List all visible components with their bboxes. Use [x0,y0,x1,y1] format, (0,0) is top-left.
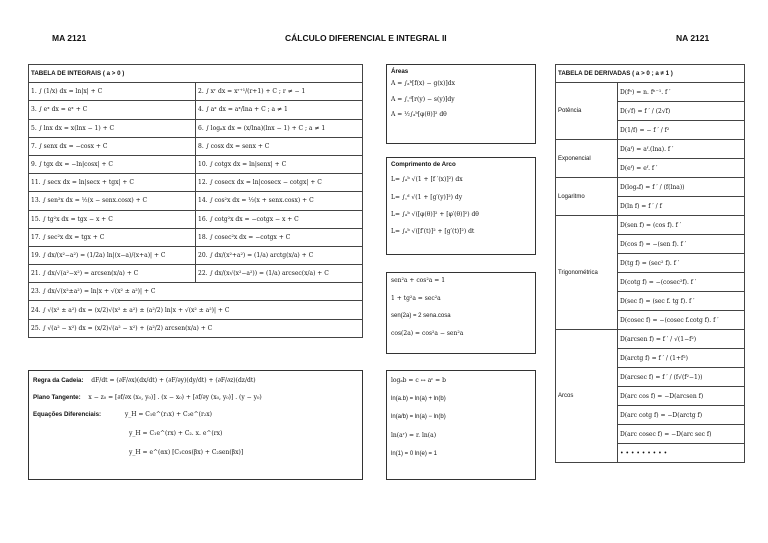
tangent-plane-label: Plano Tangente: [33,394,81,401]
areas-title: Áreas [391,68,409,75]
derivative-formula: D(tg f) = (sec² f). f ′ [618,254,745,273]
trig-identity: sen(2a) = 2 sena.cosa [391,313,451,319]
integral-formula: 13. ∫ sen²x dx = ½(x − senx.cosx) + C [29,192,196,210]
integral-formula: 12. ∫ cosecx dx = ln|cosecx − cotgx| + C [196,174,363,192]
derivative-formula: D(ln f) = f ′ / f [618,197,745,216]
derivatives-title: TABELA DE DERIVADAS ( a > 0 ; a ≠ 1 ) [556,65,745,83]
integral-formula: 2. ∫ xʳ dx = xʳ⁺¹/(r+1) + C ; r ≠ − 1 [196,83,363,101]
derivatives-table [555,64,745,482]
derivative-formula: D(fⁿ) = n. fⁿ⁻¹. f ′ [618,83,745,102]
integral-formula: 11. ∫ secx dx = ln|secx + tgx| + C [29,174,196,192]
arc-formula: L= ∫ₐᵇ √([f′(t)]² + [g′(t)]²) dt [391,228,475,235]
integral-row [29,228,363,246]
integral-row [29,83,363,101]
integral-formula: 18. ∫ cosec²x dx = −cotgx + C [196,228,363,246]
integral-formula: 25. ∫ √(a² − x²) dx = (x/2)√(a² − x²) + (a²/2) arcsen(x/a) + C [29,319,363,337]
derivative-formula: D(arc cos f) = −D(arcsen f) [618,387,745,406]
integral-formula: 8. ∫ cosx dx = senx + C [196,137,363,155]
arc-length-title: Comprimento de Arco [391,161,456,168]
tangent-plane-formula: x − z₀ = [∂f/∂x (x₀, y₀)] . (x − x₀) + [∂f/∂y (x₀, y₀)] . (y − y₀) [88,394,262,401]
derivative-formula: D(sen f) = (cos f). f ′ [618,216,745,235]
integral-row [29,246,363,264]
derivative-group-label: Exponencial [556,140,618,178]
derivative-formula: D(arc cosec f) = −D(arc sec f) [618,425,745,444]
integral-formula: 9. ∫ tgx dx = −ln|cosx| + C [29,155,196,173]
derivative-formula: D(arcsen f) = f ′ / √(1−f²) [618,330,745,349]
integral-formula: 16. ∫ cotg²x dx = −cotgx − x + C [196,210,363,228]
header-right-code: NA 2121 [676,33,710,43]
derivative-formula: D(arc cotg f) = −D(arctg f) [618,406,745,425]
integral-row [29,137,363,155]
diff-eq-label: Equações Diferenciais: [33,411,102,418]
derivative-row [556,83,745,102]
integrals-table [28,64,363,356]
integral-formula: 6. ∫ logₐx dx = (x/lna)(lnx − 1) + C ; a ≠ 1 [196,119,363,137]
integral-formula: 21. ∫ dx/√(a²−x²) = arcsen(x/a) + C [29,265,196,283]
area-formula: A = ∫꜀ᵈ[r(y) − s(y)]dy [391,96,455,103]
integral-row [29,192,363,210]
derivative-group-label: Potência [556,83,618,140]
rules-box [28,370,363,480]
integral-row [29,210,363,228]
derivative-formula: D(eᶠ) = eᶠ. f ′ [618,159,745,178]
integral-formula: 1. ∫ (1/x) dx = ln|x| + C [29,83,196,101]
derivative-group-label: Trigonométrica [556,216,618,330]
diff-eq-formula: y_H = C₁e^(rx) + C₂. x. e^(rx) [129,430,223,437]
derivative-formula: D(arcsec f) = f ′ / (f√(f²−1)) [618,368,745,387]
integral-row [29,319,363,337]
derivative-formula: D(arctg f) = f ′ / (1+f²) [618,349,745,368]
integral-formula: 20. ∫ dx/(x²+a²) = (1/a) arctg(x/a) + C [196,246,363,264]
integral-formula: 19. ∫ dx/(x²−a²) = (1/2a) ln|(x−a)/(x+a)| + C [29,246,196,264]
area-formula: A = ½∫ₐᵇ[φ(θ)]² dθ [391,111,447,118]
trig-identity: sen²a + cos²a = 1 [391,277,446,284]
derivative-row [556,216,745,235]
integral-formula: 7. ∫ senx dx = −cosx + C [29,137,196,155]
derivative-formula: D(1/f) = − f ′ / f² [618,121,745,140]
trig-identity: 1 + tg²a = sec²a [391,295,441,302]
log-property: logₐb = c ↔ aᶜ = b [391,377,446,384]
chain-rule-formula: dF/dt = (∂F/∂x)(dx/dt) + (∂F/∂y)(dy/dt) + (∂F/∂z)(dz/dt) [91,377,256,384]
chain-rule-label: Regra da Cadeia: [33,377,84,384]
integral-row [29,301,363,319]
area-formula: A = ∫ₐᵇ[f(x) − g(x)]dx [391,80,455,87]
integral-row [29,174,363,192]
diff-eq-formula: y_H = e^(αx) [C₁cos(βx) + C₂sen(βx)] [129,449,244,456]
log-properties-box [386,370,536,480]
areas-box [386,64,536,144]
derivative-group-label: Logaritmo [556,178,618,216]
log-property: ln(1) = 0 ln(e) = 1 [391,451,438,457]
arc-length-box [386,157,536,255]
derivative-formula: D(cotg f) = −(cosec²f). f ′ [618,273,745,292]
arc-formula: L= ∫꜀ᵈ √(1 + [g′(y)]²) dy [391,194,463,201]
arc-formula: L= ∫ₐᵇ √(1 + [f ′(x)]²) dx [391,176,463,183]
derivative-group-label: Arcos [556,330,618,463]
integral-formula: 15. ∫ tg²x dx = tgx − x + C [29,210,196,228]
derivative-row [556,178,745,197]
integral-formula: 23. ∫ dx/√(x²±a²) = ln|x + √(x² ± a²)| + C [29,283,363,301]
integral-row [29,283,363,301]
derivative-formula: D(cosec f) = −(cosec f.cotg f). f ′ [618,311,745,330]
log-property: ln(a.b) = ln(a) + ln(b) [391,396,446,402]
trig-identities-box [386,272,536,354]
diff-eq-formula: y_H = C₁e^(r₁x) + C₂e^(r₂x) [124,411,212,418]
integral-formula: 5. ∫ lnx dx = x(lnx − 1) + C [29,119,196,137]
arc-formula: L= ∫ₐᵇ √([φ(θ)]² + [φ′(θ)]²) dθ [391,211,479,218]
integral-formula: 14. ∫ cos²x dx = ½(x + senx.cosx) + C [196,192,363,210]
page-title: CÁLCULO DIFERENCIAL E INTEGRAL II [285,33,447,43]
derivative-formula: D(logₐf) = f ′ / (f(lna)) [618,178,745,197]
integral-formula: 17. ∫ sec²x dx = tgx + C [29,228,196,246]
integral-formula: 22. ∫ dx/(x√(x²−a²)) = (1/a) arcsec(x/a) + C [196,265,363,283]
integral-formula: 4. ∫ aˣ dx = aˣ/lna + C ; a ≠ 1 [196,101,363,119]
derivative-row [556,330,745,349]
derivative-formula: • • • • • • • • • [618,444,745,463]
log-property: ln(a/b) = ln(a) − ln(b) [391,414,446,420]
derivative-formula: D(sec f) = (sec f. tg f). f ′ [618,292,745,311]
derivative-formula: D(cos f) = −(sen f). f ′ [618,235,745,254]
integrals-title: TABELA DE INTEGRAIS ( a > 0 ) [29,65,363,83]
integral-row [29,119,363,137]
integral-row [29,101,363,119]
integral-row [29,155,363,173]
derivative-formula: D(aᶠ) = aᶠ.(lna). f ′ [618,140,745,159]
header-left-code: MA 2121 [52,33,87,43]
integral-formula: 10. ∫ cotgx dx = ln|senx| + C [196,155,363,173]
trig-identity: cos(2a) = cos²a − sen²a [391,330,464,337]
integral-row [29,265,363,283]
integral-formula: 3. ∫ eˣ dx = eˣ + C [29,101,196,119]
derivative-formula: D(√f) = f ′ / (2√f) [618,102,745,121]
integral-formula: 24. ∫ √(x² ± a²) dx = (x/2)√(x² ± a²) ± (a²/2) ln|x + √(x² ± a²)| + C [29,301,363,319]
derivative-row [556,140,745,159]
log-property: ln(aʳ) = r. ln(a) [391,432,437,439]
